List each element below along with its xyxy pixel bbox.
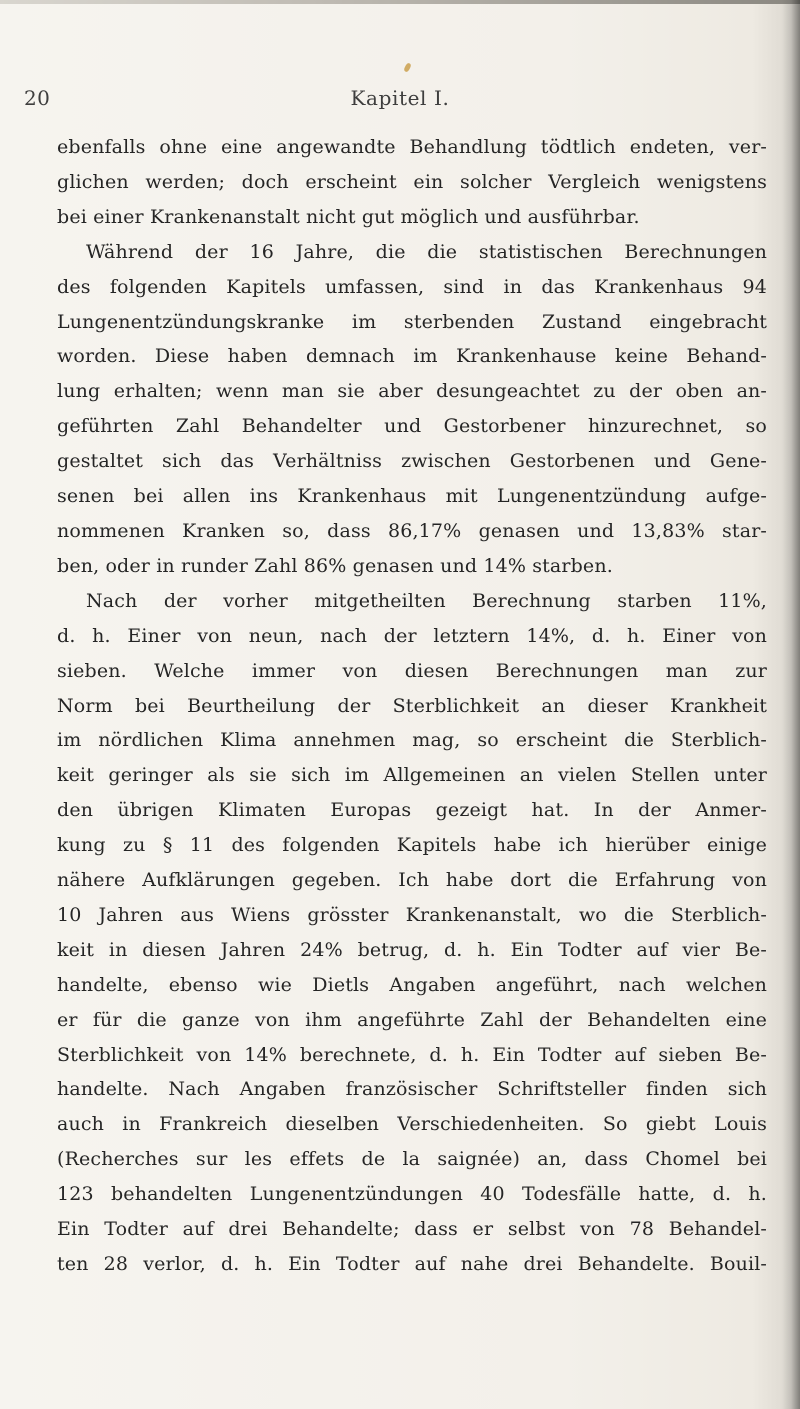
- text-line: des folgenden Kapitels umfassen, sind in das Krankenhaus 94: [57, 275, 767, 298]
- text-line: gestaltet sich das Verhältniss zwischen Gestorbenen und Gene-: [57, 450, 767, 473]
- text-line: im nördlichen Klima annehmen mag, so erscheint die Sterblich-: [57, 729, 767, 752]
- text-line: glichen werden; doch erscheint ein solcher Vergleich wenigstens: [57, 170, 767, 193]
- text-line: er für die ganze von ihm angeführte Zahl der Behandelten eine: [57, 1008, 767, 1031]
- ink-spot: [403, 62, 412, 72]
- running-head: Kapitel I.: [350, 86, 450, 110]
- text-line: 10 Jahren aus Wiens grösster Krankenanstalt, wo die Sterblich-: [57, 903, 767, 926]
- text-line: Sterblichkeit von 14% berechnete, d. h. Ein Todter auf sieben Be-: [57, 1043, 767, 1066]
- text-line: ebenfalls ohne eine angewandte Behandlung tödtlich endeten, ver-: [57, 136, 767, 158]
- page-edge-shadow: [782, 0, 800, 1409]
- text-line: ten 28 verlor, d. h. Ein Todter auf nahe drei Behandelte. Bouil-: [57, 1253, 767, 1275]
- text-line: sieben. Welche immer von diesen Berechnungen man zur: [57, 659, 767, 682]
- page-top-edge: [0, 0, 800, 4]
- text-line: geführten Zahl Behandelter und Gestorbener hinzurechnet, so: [57, 415, 767, 438]
- text-line: Während der 16 Jahre, die die statistischen Berechnungen: [86, 240, 767, 263]
- body-text: [57, 130, 767, 1282]
- text-line: kung zu § 11 des folgenden Kapitels habe ich hierüber einige: [57, 834, 767, 857]
- text-line: nähere Aufklärungen gegeben. Ich habe dort die Erfahrung von: [57, 869, 767, 892]
- text-line: d. h. Einer von neun, nach der letztern 14%, d. h. Einer von: [57, 624, 767, 647]
- text-line: worden. Diese haben demnach im Krankenhause keine Behand-: [57, 345, 767, 368]
- text-line: (Recherches sur les effets de la saignée) an, dass Chomel bei: [57, 1148, 767, 1171]
- text-line: lung erhalten; wenn man sie aber desungeachtet zu der oben an-: [57, 380, 767, 403]
- text-line: keit geringer als sie sich im Allgemeinen an vielen Stellen unter: [57, 764, 767, 787]
- text-line: handelte. Nach Angaben französischer Schriftsteller finden sich: [57, 1078, 767, 1101]
- text-line: Nach der vorher mitgetheilten Berechnung starben 11%,: [86, 589, 767, 612]
- text-line: nommenen Kranken so, dass 86,17% genasen und 13,83% star-: [57, 519, 767, 542]
- text-line: Ein Todter auf drei Behandelte; dass er selbst von 78 Behandel-: [57, 1218, 767, 1241]
- text-line: 123 behandelten Lungenentzündungen 40 Todesfälle hatte, d. h.: [57, 1183, 767, 1206]
- text-line: Norm bei Beurtheilung der Sterblichkeit an dieser Krankheit: [57, 694, 767, 717]
- page-header: [0, 86, 800, 114]
- text-line: Lungenentzündungskranke im sterbenden Zustand eingebracht: [57, 310, 767, 333]
- text-line: auch in Frankreich dieselben Verschiedenheiten. So giebt Louis: [57, 1113, 767, 1136]
- text-line: handelte, ebenso wie Dietls Angaben angeführt, nach welchen: [57, 973, 767, 996]
- text-line: ben, oder in runder Zahl 86% genasen und 14% starben.: [57, 554, 613, 577]
- text-line: bei einer Krankenanstalt nicht gut möglich und ausführbar.: [57, 205, 640, 228]
- text-line: den übrigen Klimaten Europas gezeigt hat. In der Anmer-: [57, 799, 767, 822]
- text-line: senen bei allen ins Krankenhaus mit Lungenentzündung aufge-: [57, 485, 767, 508]
- page-number: 20: [24, 86, 51, 110]
- text-line: keit in diesen Jahren 24% betrug, d. h. Ein Todter auf vier Be-: [57, 938, 767, 961]
